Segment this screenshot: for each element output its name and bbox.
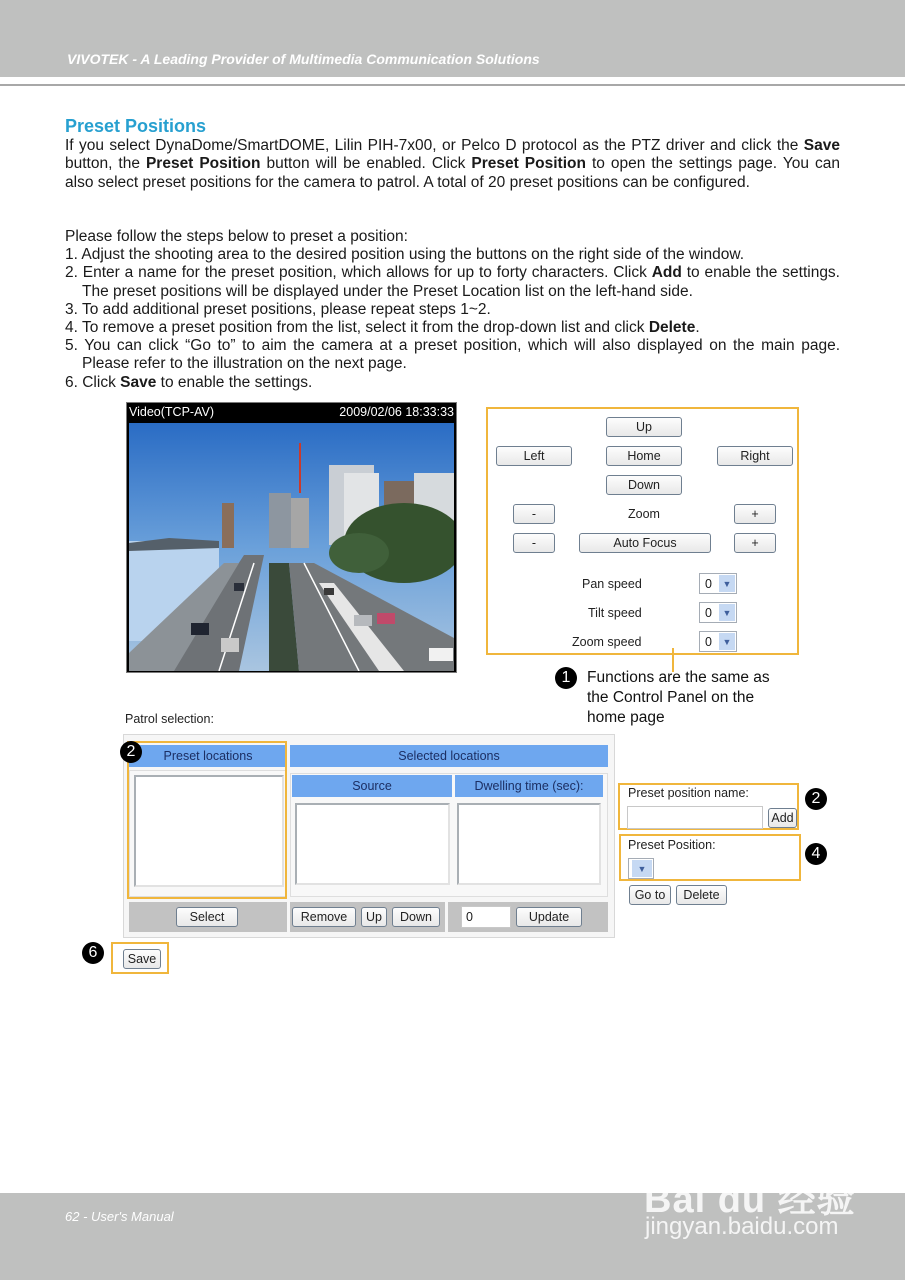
ptz-control-panel [486,407,799,655]
selected-locations-header: Selected locations [290,745,608,767]
video-feed-image [129,423,454,671]
left-button[interactable]: Left [496,446,572,466]
goto-button[interactable]: Go to [629,885,671,905]
video-panel [126,402,457,673]
auto-focus-button[interactable]: Auto Focus [579,533,711,553]
baidu-watermark-url: jingyan.baidu.com [645,1213,839,1240]
dwelling-time-list[interactable] [457,803,601,885]
home-button[interactable]: Home [606,446,682,466]
city-highway-scene-icon [129,423,454,671]
steps-list [65,228,840,392]
callout-badge-4: 4 [805,843,827,865]
step-2 [65,264,840,300]
dwelling-time-header: Dwelling time (sec): [455,775,603,797]
delete-button[interactable]: Delete [676,885,727,905]
step-bold: Add [651,264,682,282]
preset-name-label: Preset position name: [628,786,749,800]
chevron-down-icon: ▼ [719,604,735,621]
callout-1-text: Functions are the same as the Control Panel on the home page [587,669,770,726]
move-up-button[interactable]: Up [361,907,387,927]
footer-page-number: 62 - User's Manual [65,1209,174,1224]
update-button[interactable]: Update [516,907,582,927]
tilt-speed-label: Tilt speed [588,606,642,620]
intro-bold-preset: Preset Position [145,155,261,173]
patrol-selection-label: Patrol selection: [125,712,214,726]
select-button[interactable]: Select [176,907,238,927]
right-button[interactable]: Right [717,446,793,466]
step-text: to enable the settings. [156,373,313,391]
chevron-down-icon: ▼ [719,633,735,650]
add-button[interactable]: Add [768,808,797,828]
dwell-time-input[interactable]: 0 [461,906,511,928]
step-5: 5. You can click “Go to” to aim the camera at a preset position, which will also displayed on the main page. Please refer to the illustration on the next page. [65,337,840,373]
callout-badge-2b: 2 [805,788,827,810]
intro-bold-preset: Preset Position [471,155,586,173]
intro-text: button, the [65,155,146,173]
section-title: Preset Positions [65,116,207,136]
steps-lead: Please follow the steps below to preset a position: [65,228,408,245]
video-title-bar [127,403,456,421]
video-timestamp: 2009/02/06 18:33:33 [339,405,454,419]
up-button[interactable]: Up [606,417,682,437]
preset-position-select[interactable] [628,858,654,879]
callout-badge-6: 6 [82,942,104,964]
baidu-watermark-logo: Bai du 经验 [644,1179,856,1221]
intro-text: If you select DynaDome/SmartDOME, Lilin PIH-7x00, or Pelco D protocol as the PTZ driver and click the [65,137,804,154]
step-text: . [695,319,700,337]
intro-text: to open the settings page. You can also select preset positions for the camera to patrol. A total of 20 preset positions can be configured. [65,155,840,191]
zoom-speed-value: 0 [705,635,712,649]
down-button[interactable]: Down [606,475,682,495]
focus-near-button[interactable]: - [513,533,555,553]
preset-name-input[interactable] [627,806,763,829]
step-text: 6. Click [65,373,121,391]
tilt-speed-value: 0 [705,606,712,620]
chevron-down-icon: ▼ [719,575,735,592]
preset-locations-header: Preset locations [129,745,287,767]
intro-paragraph [65,137,840,192]
zoom-out-button[interactable]: - [513,504,555,524]
pan-speed-value: 0 [705,577,712,591]
focus-far-button[interactable]: + [734,533,776,553]
intro-text: button will be enabled. Click [260,155,472,173]
callout-badge-2: 2 [120,741,142,763]
zoom-in-button[interactable]: + [734,504,776,524]
intro-bold-save: Save [803,137,840,154]
source-header: Source [292,775,452,797]
callout-badge-1: 1 [555,667,577,689]
move-down-button[interactable]: Down [392,907,440,927]
remove-button[interactable]: Remove [292,907,356,927]
pan-speed-select[interactable] [699,573,737,594]
zoom-speed-select[interactable] [699,631,737,652]
preset-position-label: Preset Position: [628,838,716,852]
tilt-speed-select[interactable] [699,602,737,623]
step-3: 3. To add additional preset positions, please repeat steps 1~2. [65,300,491,318]
header-divider [0,84,905,86]
pan-speed-label: Pan speed [582,577,642,591]
step-bold: Delete [648,319,696,337]
source-list[interactable] [295,803,450,885]
header-title: VIVOTEK - A Leading Provider of Multimedia Communication Solutions [67,51,540,67]
step-6 [65,374,840,392]
zoom-label: Zoom [628,507,660,521]
step-text: 2. Enter a name for the preset position, which allows for up to forty characters. Click [65,264,652,282]
step-text: to enable the settings. The preset positions will be displayed under the Preset Location list on the left-hand side. [82,264,840,300]
save-button[interactable]: Save [123,949,161,969]
highlight-preset-locations [127,741,287,899]
zoom-speed-label: Zoom speed [572,635,642,649]
step-text: 4. To remove a preset position from the list, select it from the drop-down list and click [65,319,649,337]
step-bold: Save [120,373,157,391]
chevron-down-icon: ▼ [632,860,652,877]
step-4 [65,319,840,337]
video-label: Video(TCP-AV) [129,405,214,419]
step-1: 1. Adjust the shooting area to the desired position using the buttons on the right side of the window. [65,246,745,264]
